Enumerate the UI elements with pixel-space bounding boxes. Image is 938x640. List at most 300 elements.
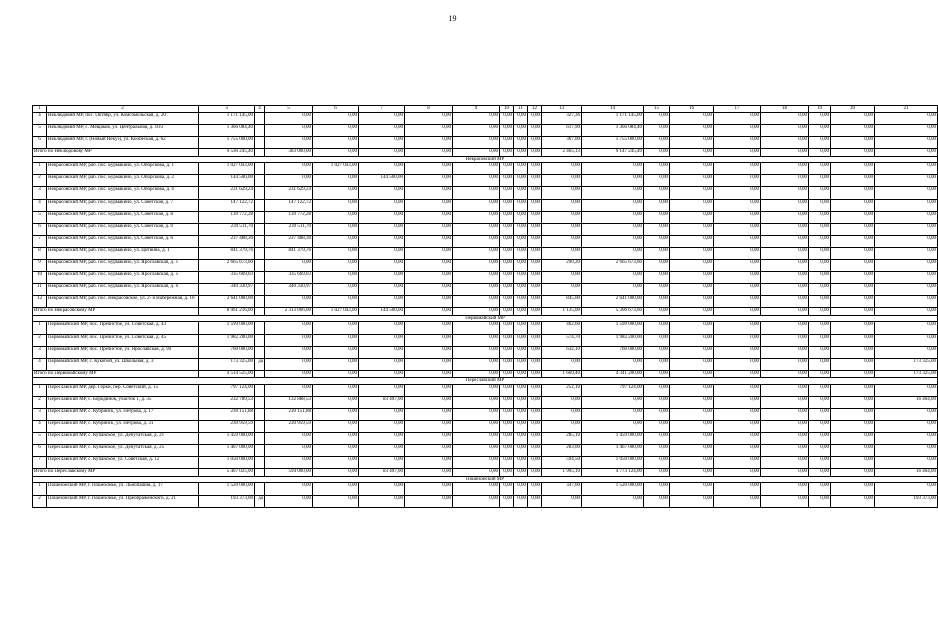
table-cell: 0,00 [670,247,714,259]
row-number: 2 [33,175,47,187]
table-cell: 83 497,00 [359,469,405,477]
table-cell: 0,00 [831,175,875,187]
table-cell: 0,00 [714,211,761,223]
table-cell: 0,00 [809,483,831,495]
table-cell: 0,00 [453,445,500,457]
table-cell: 0,00 [500,235,514,247]
table-cell: 0,00 [453,483,500,495]
table-cell: 0,00 [500,163,514,175]
table-cell: 0,00 [405,445,453,457]
table-cell: 0,00 [265,334,313,346]
table-cell: 0,00 [359,187,405,199]
table-cell: 0,00 [670,370,714,378]
address-cell: Переславский МР, с. Кубринск, ул. Петрова, д. 17 [47,408,199,420]
address-cell: Некрасовский МР, раб. пос. Бурмакино, ул. Советская, д. 8 [47,211,199,223]
table-cell: 0,00 [514,457,528,469]
table-cell: 0,00 [359,384,405,396]
table-cell: 760 000,00 [582,346,644,358]
column-number: 16 [670,106,714,113]
table-cell: 147 122,72 [265,199,313,211]
table-cell [255,396,265,408]
table-cell: 0,00 [831,272,875,284]
column-number: 18 [761,106,809,113]
table-cell: 0,00 [809,433,831,445]
table-cell: 0,00 [514,247,528,259]
table-cell: 0,00 [528,308,542,316]
table-cell: 0,00 [831,247,875,259]
table-cell: 0,00 [359,113,405,125]
table-cell: 0,00 [809,175,831,187]
table-cell: 144 500,00 [359,175,405,187]
table-cell: 0,00 [528,187,542,199]
table-cell: 0,00 [528,334,542,346]
row-number: 4 [33,421,47,433]
row-number: 9 [33,260,47,272]
table-cell: 383 000,00 [265,149,313,157]
table-cell: 0,00 [514,322,528,334]
table-cell: 0,00 [500,149,514,157]
table-cell: 0,00 [359,272,405,284]
table-cell: 0,00 [875,113,938,125]
table-cell: 4 514 525,00 [199,370,255,378]
table-cell: 0,00 [714,421,761,433]
table-cell: 617,90 [542,125,582,137]
row-number: 11 [33,284,47,296]
column-number: 15 [644,106,670,113]
column-number: 7 [359,106,405,113]
table-cell: 0,00 [761,223,809,235]
table-cell: 1 755 000,00 [582,137,644,149]
table-row [33,396,938,408]
table-cell: 0,00 [453,433,500,445]
table-cell: 0,00 [582,358,644,370]
table-cell: 0,00 [644,433,670,445]
table-cell: 0,00 [831,137,875,149]
table-cell: 0,00 [405,433,453,445]
table-cell: 0,00 [405,483,453,495]
table-cell: 0,00 [313,334,359,346]
table-cell: 0,00 [405,469,453,477]
table-cell: 0,00 [453,346,500,358]
address-cell: Некрасовский МР, раб. пос. Бурмакино, ул. Ярославская, д. 1 [47,260,199,272]
table-row [33,483,938,495]
table-cell: 0,00 [714,284,761,296]
table-cell: 0,00 [809,296,831,308]
table-cell: 0,00 [714,235,761,247]
table-cell: 335 669,03 [265,272,313,284]
table-cell: 0,00 [313,272,359,284]
table-cell: 0,00 [405,370,453,378]
table-cell: 0,00 [359,322,405,334]
table-cell: 0,00 [644,296,670,308]
table-cell [255,308,265,316]
page-number: 19 [448,14,457,23]
table-row [33,296,938,308]
table-cell: 0,00 [875,223,938,235]
table-cell: 0,00 [453,175,500,187]
table-cell: 0,00 [405,296,453,308]
table-cell: 0,00 [528,113,542,125]
table-cell: 0,00 [761,396,809,408]
table-cell: 173 325,00 [875,370,938,378]
table-cell: 0,00 [644,235,670,247]
table-cell: 0,00 [809,322,831,334]
table-cell: 0,00 [809,137,831,149]
table-cell: 1 459 000,00 [199,433,255,445]
table-cell: 0,00 [670,211,714,223]
table-cell: 0,00 [265,483,313,495]
table-cell: 0,00 [831,469,875,477]
table-cell: 0,00 [453,421,500,433]
table-cell: 0,00 [405,113,453,125]
district-name: Первомайский МР [33,315,938,322]
column-number: 12 [528,106,542,113]
address-cell: Переславский МР, дер. Горки, пер. Советский, д. 15 [47,384,199,396]
table-cell: 0,00 [265,346,313,358]
table-cell: 0,00 [542,199,582,211]
table-cell: 0,00 [831,199,875,211]
table-cell: 0,00 [809,284,831,296]
table-cell: 0,00 [714,370,761,378]
column-number: 17 [714,106,761,113]
table-cell: 0,00 [453,187,500,199]
table-cell: 0,00 [405,457,453,469]
table-cell: 0,00 [761,296,809,308]
table-cell: 0,00 [528,284,542,296]
table-cell [255,199,265,211]
table-cell: 0,00 [714,408,761,420]
table-cell [255,272,265,284]
table-cell: 0,00 [761,469,809,477]
table-cell: 0,00 [644,199,670,211]
table-cell: 1 366 084,40 [582,125,644,137]
row-number: 5 [33,125,47,137]
address-cell: Первомайский МР, с. Кукобой, ул. Школьная, д. 3 [47,358,199,370]
table-cell: 0,00 [528,457,542,469]
address-cell: Некрасовский МР, раб. пос. Бурмакино, ул. Советская, д. 7 [47,199,199,211]
table-row [33,445,938,457]
table-cell: 0,00 [670,384,714,396]
table-cell: 0,00 [644,272,670,284]
table-cell: 0,00 [761,247,809,259]
table-cell: 2 313 066,00 [265,308,313,316]
address-cell: Некрасовский МР, раб. пос. Бурмакино, ул. Советская, д. 9 [47,223,199,235]
table-cell: 0,00 [453,322,500,334]
table-cell: 0,00 [453,125,500,137]
table-cell: 0,00 [514,370,528,378]
table-cell: 0,00 [514,334,528,346]
table-row [33,457,938,469]
table-cell: 0,00 [831,370,875,378]
table-cell: 0,00 [359,408,405,420]
table-cell: 0,00 [313,433,359,445]
table-cell: 0,00 [453,408,500,420]
table-cell: 0,00 [514,346,528,358]
table-row [33,113,938,125]
table-cell: 0,00 [453,469,500,477]
table-row [33,163,938,175]
table-cell: 0,00 [528,211,542,223]
table-cell: 0,00 [670,445,714,457]
table-cell: 0,00 [405,322,453,334]
table-row [33,322,938,334]
table-cell: 327,36 [542,113,582,125]
table-cell [255,445,265,457]
district-total-row [33,469,938,477]
table-cell: 0,00 [644,483,670,495]
table-cell: 0,00 [831,457,875,469]
table-cell: 5 467 025,00 [199,469,255,477]
table-row [33,187,938,199]
address-cell: Первомайский МР, пос. Пречистое, ул. Ярославская, д. 94 [47,346,199,358]
table-cell: 230 959,59 [265,421,313,433]
column-number-row [33,106,938,113]
table-cell: 0,00 [313,235,359,247]
table-cell: 0,00 [528,223,542,235]
table-cell: 1 171 145,00 [582,113,644,125]
table-cell: 0,00 [514,433,528,445]
table-cell: 0,00 [313,296,359,308]
table-cell: 0,00 [405,260,453,272]
table-cell: 0,00 [313,445,359,457]
column-number: 21 [875,106,938,113]
table-cell [255,334,265,346]
housing-program-table [32,105,938,508]
table-cell: 0,00 [714,308,761,316]
table-cell: 0,00 [582,247,644,259]
row-number: 5 [33,433,47,445]
table-cell: 0,00 [500,296,514,308]
table-cell: 0,00 [542,358,582,370]
table-cell: 237 488,30 [199,235,255,247]
table-cell: 0,00 [313,284,359,296]
column-number: 20 [831,106,875,113]
table-cell: 0,00 [761,370,809,378]
table-cell: 760 000,00 [199,346,255,358]
table-cell: 1 027 043,00 [313,163,359,175]
table-cell: 139 772,28 [199,211,255,223]
table-cell: 0,00 [831,113,875,125]
table-cell: 0,00 [809,247,831,259]
table-cell: 0,00 [761,322,809,334]
table-cell: 0,00 [405,384,453,396]
address-cell: Переславский МР, с. Купанское, ул. Депутатская, д. 25 [47,445,199,457]
table-cell: 0,00 [405,358,453,370]
table-cell: 0,00 [405,137,453,149]
table-cell: 0,00 [831,284,875,296]
table-cell: 4 773 124,00 [582,469,644,477]
table-cell: 237 488,30 [265,235,313,247]
table-cell: 0,00 [313,322,359,334]
table-cell: 0,00 [875,308,938,316]
table-cell: 0,00 [714,334,761,346]
column-number: 8 [405,106,453,113]
table-cell: 0,00 [528,235,542,247]
table-cell: 0,00 [809,149,831,157]
table-cell: 0,00 [453,272,500,284]
table-cell: 0,00 [644,457,670,469]
table-cell: 0,00 [831,358,875,370]
table-row [33,284,938,296]
table-cell [255,175,265,187]
table-cell: 0,00 [644,384,670,396]
table-cell: 1 755 000,00 [199,137,255,149]
table-cell: 0,00 [644,187,670,199]
column-number: 2 [47,106,199,113]
table-cell: 0,00 [761,408,809,420]
table-cell: 0,00 [714,445,761,457]
table-cell: 0,00 [514,149,528,157]
table-cell: 0,00 [831,322,875,334]
table-row [33,358,938,370]
table-cell: 0,00 [875,175,938,187]
table-cell: 0,00 [831,163,875,175]
table-cell: 0,00 [313,346,359,358]
table-cell: 0,00 [542,396,582,408]
table-cell: 16 404,00 [875,396,938,408]
table-cell: 0,00 [875,284,938,296]
table-cell: 0,00 [405,125,453,137]
table-cell: 0,00 [809,125,831,137]
table-cell: 0,00 [831,308,875,316]
table-cell: 0,00 [265,433,313,445]
table-cell: 0,00 [875,421,938,433]
table-cell: 1 599 000,00 [199,322,255,334]
table-cell: 0,00 [265,322,313,334]
table-cell: 0,00 [831,483,875,495]
table-cell: 0,00 [500,272,514,284]
table-cell: 0,00 [809,370,831,378]
table-cell [255,421,265,433]
table-cell: 0,00 [265,358,313,370]
table-cell: 0,00 [265,260,313,272]
table-cell [255,469,265,477]
row-number: 3 [33,346,47,358]
table-cell: 0,00 [809,408,831,420]
table-row [33,247,938,259]
table-cell: 2 665 673,60 [582,260,644,272]
table-cell: 0,00 [453,260,500,272]
table-cell: 0,00 [714,223,761,235]
table-cell: 0,00 [582,187,644,199]
table-cell: 0,00 [313,384,359,396]
table-cell: 1 027 043,00 [199,163,255,175]
table-cell: 0,00 [313,199,359,211]
total-label: Итого по Переславскому МР [33,469,199,477]
table-cell: 0,00 [453,495,500,507]
table-cell: 0,00 [809,235,831,247]
table-cell: 0,00 [809,187,831,199]
table-cell: 0,00 [582,421,644,433]
table-cell: 0,00 [265,384,313,396]
table-cell: 290,20 [542,260,582,272]
table-cell: 0,00 [714,469,761,477]
address-cell: Некрасовский МР, раб. пос. Некрасовское, ул. 2- я Набережная, д. 10 [47,296,199,308]
table-cell: 0,00 [453,235,500,247]
table-cell: 0,00 [644,421,670,433]
table-cell: 0,00 [644,308,670,316]
table-cell: 0,00 [831,149,875,157]
table-cell: 367,00 [542,137,582,149]
table-cell: 0,00 [313,149,359,157]
table-cell [255,247,265,259]
table-cell: 1 027 043,00 [313,308,359,316]
table-cell: 0,00 [405,308,453,316]
table-cell: 0,00 [582,495,644,507]
table-cell: 0,00 [670,272,714,284]
column-number: 14 [582,106,644,113]
table-cell: 1 459 000,00 [582,433,644,445]
table-cell: 0,00 [809,211,831,223]
table-cell: 9 530 245,40 [199,149,255,157]
table-cell: 0,00 [809,346,831,358]
table-cell: 0,00 [405,211,453,223]
table-row [33,137,938,149]
table-cell: 0,00 [313,483,359,495]
table-cell: 0,00 [542,235,582,247]
table-cell: 0,00 [514,296,528,308]
table-cell: 0,00 [831,235,875,247]
table-cell: 0,00 [313,247,359,259]
table-cell: 0,00 [265,370,313,378]
table-cell: 16 404,00 [875,469,938,477]
table-cell: 0,00 [875,445,938,457]
table-cell: 0,00 [831,211,875,223]
district-total-row [33,308,938,316]
table-cell: 230 151,88 [199,408,255,420]
table-cell: 0,00 [761,199,809,211]
table-cell: 0,00 [265,113,313,125]
table-cell: 0,00 [528,384,542,396]
table-cell: 0,00 [528,137,542,149]
table-cell: 0,00 [670,260,714,272]
table-cell: 0,00 [528,469,542,477]
table-cell: 0,00 [453,163,500,175]
table-cell: 144 500,00 [199,175,255,187]
table-cell: 0,00 [514,211,528,223]
table-cell: 0,00 [313,113,359,125]
table-cell: 1 982 200,00 [582,334,644,346]
table-cell: 0,00 [670,408,714,420]
table-cell: 0,00 [831,495,875,507]
row-number: 3 [33,408,47,420]
table-cell: 132 888,53 [265,396,313,408]
row-number: 8 [33,247,47,259]
table-cell: 0,00 [405,421,453,433]
table-cell: 0,00 [714,358,761,370]
table-cell: 0,00 [542,421,582,433]
table-cell: 0,00 [542,211,582,223]
table-cell: 0,00 [831,408,875,420]
table-cell [255,284,265,296]
table-cell: 0,00 [644,175,670,187]
table-cell: 0,00 [831,260,875,272]
column-number: 9 [453,106,500,113]
table-cell [255,370,265,378]
column-number: 5 [265,106,313,113]
table-cell: 0,00 [875,247,938,259]
table-cell: 632,10 [542,346,582,358]
table-cell: 0,00 [875,125,938,137]
table-cell: 8 961 216,00 [199,308,255,316]
address-cell: Неклюдовий МР, пос. Октябр, ул. Комсомольская, д. 20 [47,113,199,125]
row-number: 12 [33,296,47,308]
table-cell [255,322,265,334]
table-cell [255,137,265,149]
address-cell: Переславский МР, с. Бородинок, участок 1, д. 35 [47,396,199,408]
table-cell: 0,00 [265,175,313,187]
table-row [33,495,938,507]
